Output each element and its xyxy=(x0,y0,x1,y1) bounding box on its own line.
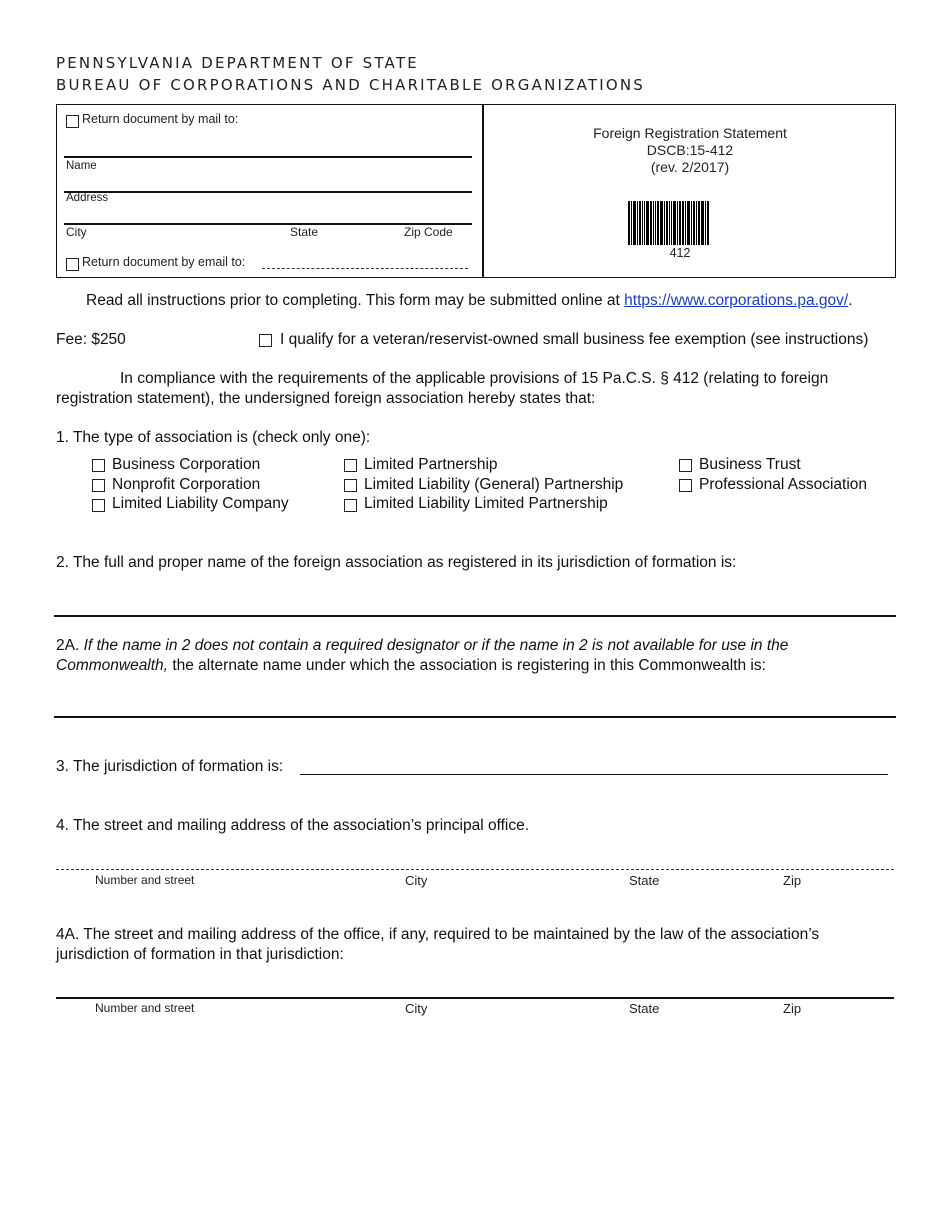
association-type-prompt: 1. The type of association is (check only one): xyxy=(56,429,371,446)
professional-association-checkbox[interactable] xyxy=(679,479,692,492)
alternate-name-prompt-line-1 xyxy=(56,637,788,655)
form-id-block xyxy=(485,125,895,176)
section-2a-italic: If the name in 2 does not contain a required designator or if the name in 2 is not available for use in the xyxy=(83,637,789,654)
city-label: City xyxy=(66,225,87,239)
compliance-line-2: registration statement), the undersigned foreign association hereby states that: xyxy=(56,390,596,407)
fee-exemption-checkbox[interactable] xyxy=(259,334,272,347)
business-trust-checkbox[interactable] xyxy=(679,459,692,472)
barcode-icon xyxy=(628,201,710,245)
address-line[interactable] xyxy=(64,191,472,193)
box-divider xyxy=(482,104,484,278)
full-name-prompt: 2. The full and proper name of the foreign association as registered in its jurisdiction of formation is: xyxy=(56,554,737,571)
business-corporation-checkbox[interactable] xyxy=(92,459,105,472)
section-2a-number: 2A. xyxy=(56,637,80,654)
full-name-field[interactable] xyxy=(54,615,896,617)
principal-city-label: City xyxy=(405,873,428,888)
name-label: Name xyxy=(66,160,97,172)
jurisdiction-state-label: State xyxy=(629,1001,660,1016)
instructions-text xyxy=(86,292,853,310)
fee-exemption-label: I qualify for a veteran/reservist-owned small business fee exemption (see instructions) xyxy=(280,331,869,348)
jurisdiction-office-prompt-line-1: 4A. The street and mailing address of the office, if any, required to be maintained by the law of the association’s xyxy=(56,926,820,943)
limited-partnership-label: Limited Partnership xyxy=(364,456,498,473)
jurisdiction-office-prompt-line-2: jurisdiction of formation in that jurisdiction: xyxy=(56,946,344,963)
limited-partnership-checkbox[interactable] xyxy=(344,459,357,472)
jurisdiction-zip-label: Zip xyxy=(783,1001,802,1016)
business-corporation-label: Business Corporation xyxy=(112,456,261,473)
return-by-email-checkbox[interactable] xyxy=(66,258,79,271)
zip-code-label: Zip Code xyxy=(404,225,453,239)
llc-label: Limited Liability Company xyxy=(112,495,289,512)
llp-general-checkbox[interactable] xyxy=(344,479,357,492)
return-by-mail-label: Return document by mail to: xyxy=(82,112,239,126)
instructions-period: . xyxy=(848,292,853,309)
jurisdiction-field[interactable] xyxy=(300,774,888,775)
llc-checkbox[interactable] xyxy=(92,499,105,512)
principal-office-address-field[interactable] xyxy=(56,869,894,870)
principal-state-label: State xyxy=(629,873,660,888)
email-field[interactable] xyxy=(262,268,468,269)
state-label: State xyxy=(290,225,319,239)
compliance-line-1: In compliance with the requirements of the applicable provisions of 15 Pa.C.S. § 412 (relating to foreign xyxy=(120,370,829,387)
jurisdiction-office-address-field[interactable] xyxy=(56,997,894,999)
bureau-heading: BUREAU OF CORPORATIONS AND CHARITABLE ORGANIZATIONS xyxy=(56,76,646,94)
name-line[interactable] xyxy=(64,156,472,158)
lllp-checkbox[interactable] xyxy=(344,499,357,512)
principal-zip-label: Zip xyxy=(783,873,802,888)
business-trust-label: Business Trust xyxy=(699,456,801,473)
nonprofit-corporation-label: Nonprofit Corporation xyxy=(112,476,261,493)
section-2a-rest: the alternate name under which the association is registering in this Commonwealth is: xyxy=(172,657,766,674)
return-by-mail-checkbox[interactable] xyxy=(66,115,79,128)
lllp-label: Limited Liability Limited Partnership xyxy=(364,495,608,512)
principal-office-prompt: 4. The street and mailing address of the association’s principal office. xyxy=(56,817,530,834)
jurisdiction-prompt: 3. The jurisdiction of formation is: xyxy=(56,758,284,775)
department-heading: PENNSYLVANIA DEPARTMENT OF STATE xyxy=(56,54,419,72)
barcode-number: 412 xyxy=(669,246,691,260)
address-label: Address xyxy=(66,192,109,204)
llp-general-label: Limited Liability (General) Partnership xyxy=(364,476,624,493)
instructions-main: Read all instructions prior to completing. This form may be submitted online at xyxy=(86,292,620,309)
form-code: DSCB:15-412 xyxy=(646,142,734,158)
professional-association-label: Professional Association xyxy=(699,476,868,493)
alternate-name-field[interactable] xyxy=(54,716,896,718)
principal-street-label: Number and street xyxy=(95,873,195,887)
form-revision: (rev. 2/2017) xyxy=(650,159,730,175)
jurisdiction-city-label: City xyxy=(405,1001,428,1016)
jurisdiction-street-label: Number and street xyxy=(95,1001,195,1015)
alternate-name-prompt-line-2 xyxy=(56,657,766,675)
corporations-link[interactable]: https://www.corporations.pa.gov/ xyxy=(624,292,849,309)
return-by-email-label: Return document by email to: xyxy=(82,255,246,269)
form-title: Foreign Registration Statement xyxy=(593,125,787,141)
fee-amount: Fee: $250 xyxy=(56,331,126,348)
nonprofit-corporation-checkbox[interactable] xyxy=(92,479,105,492)
section-2a-italic-commonwealth: Commonwealth, xyxy=(56,657,168,674)
